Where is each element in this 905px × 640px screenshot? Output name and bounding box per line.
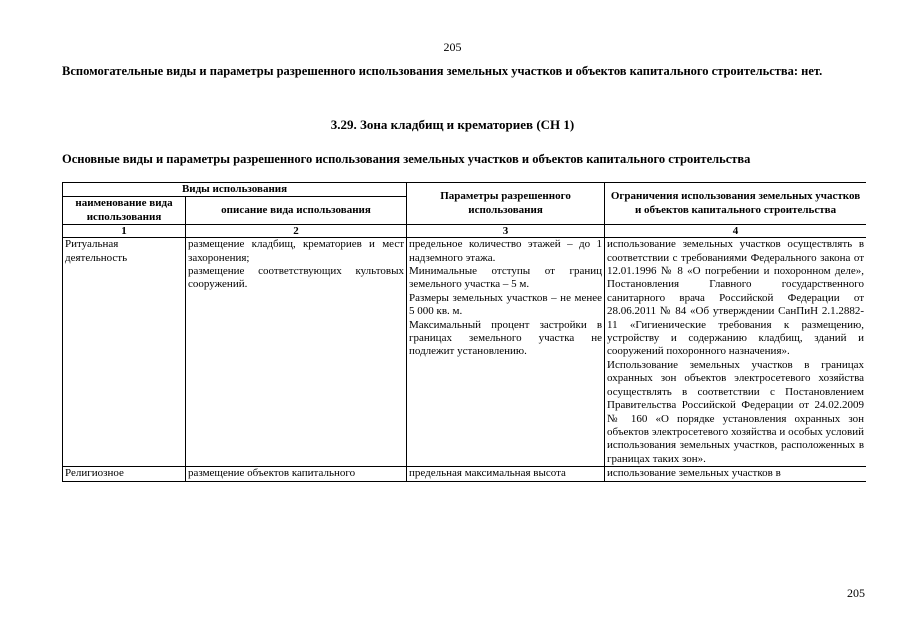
description-line: размещение соответствующих культовых сооружений.	[188, 265, 405, 291]
restriction-paragraph: использование земельных участков осуществлять в соответствии с требованиями Федерального закона от 12.01.1996 № 8 «О погребении и похоронном деле», Постановления Главного государственного санитарного врача Российской Федерации от 28.06.2011 № 84 «Об утверждении СанПиН 2.1.2882-11 «Гигиенические требования к размещению, устройству и содержанию кладбищ, зданий и сооружений похоронного назначения».	[607, 238, 865, 358]
parameter-line: предельная максимальная высота	[409, 467, 566, 480]
header-restrictions: Ограничения использования земельных участков и объектов капитального строительства	[605, 183, 866, 225]
restriction-paragraph: Использование земельных участков в границах охранных зон объектов электросетевого хозяйства осуществлять в соответствии с Постановлением Правительства Российской Федерации от 24.02.2009 № 160 «О порядке установления охранных зон объектов электросетевого хозяйства и особых условий использования земельных участков, расположенных в границах таких зон».	[607, 358, 865, 465]
header-parameters: Параметры разрешенного использования	[407, 183, 605, 225]
restriction-paragraph: использование земельных участков в	[607, 467, 781, 480]
page-number-bottom: 205	[847, 586, 865, 600]
restrictions-cell	[605, 467, 866, 481]
parameter-line: предельное количество этажей – до 1 надземного этажа.	[409, 238, 603, 264]
parameters-cell	[407, 467, 605, 481]
parameter-line: Минимальные отступы от границ земельного участка – 5 м.	[409, 265, 603, 291]
table-row	[63, 467, 867, 481]
description-line: размещение объектов капитального	[188, 467, 356, 480]
permitted-use-table	[62, 182, 866, 482]
permitted-use-table-wrapper	[62, 182, 866, 575]
parameters-cell	[407, 238, 605, 467]
header-uses: Виды использования	[63, 183, 407, 197]
parameter-line: Размеры земельных участков – не менее 5 000 кв. м.	[409, 291, 603, 318]
header-use-name: наименование вида использования	[63, 197, 186, 225]
page-number-top: 205	[443, 40, 462, 54]
use-name-cell: Ритуальная деятельность	[63, 238, 186, 467]
header-use-description: описание вида использования	[186, 197, 407, 225]
parameter-line: Максимальный процент застройки в границах земельного участка не подлежит установлению.	[409, 318, 603, 358]
zone-title: 3.29. Зона кладбищ и крематориев (СН 1)	[330, 117, 575, 132]
column-number-4: 4	[605, 225, 866, 238]
use-name-cell: Религиозное	[63, 467, 186, 481]
section-heading: Основные виды и параметры разрешенного использования земельных участков и объектов капитального строительства	[62, 152, 751, 166]
column-number-2: 2	[186, 225, 407, 238]
description-line: размещение кладбищ, крематориев и мест захоронения;	[188, 238, 405, 264]
restrictions-cell	[605, 238, 866, 467]
auxiliary-uses-note: Вспомогательные виды и параметры разрешенного использования земельных участков и объектов капитального строительства: нет.	[62, 64, 823, 78]
table-row	[63, 238, 867, 467]
use-description-cell	[186, 238, 407, 467]
use-description-cell	[186, 467, 407, 481]
column-number-1: 1	[63, 225, 186, 238]
column-number-3: 3	[407, 225, 605, 238]
